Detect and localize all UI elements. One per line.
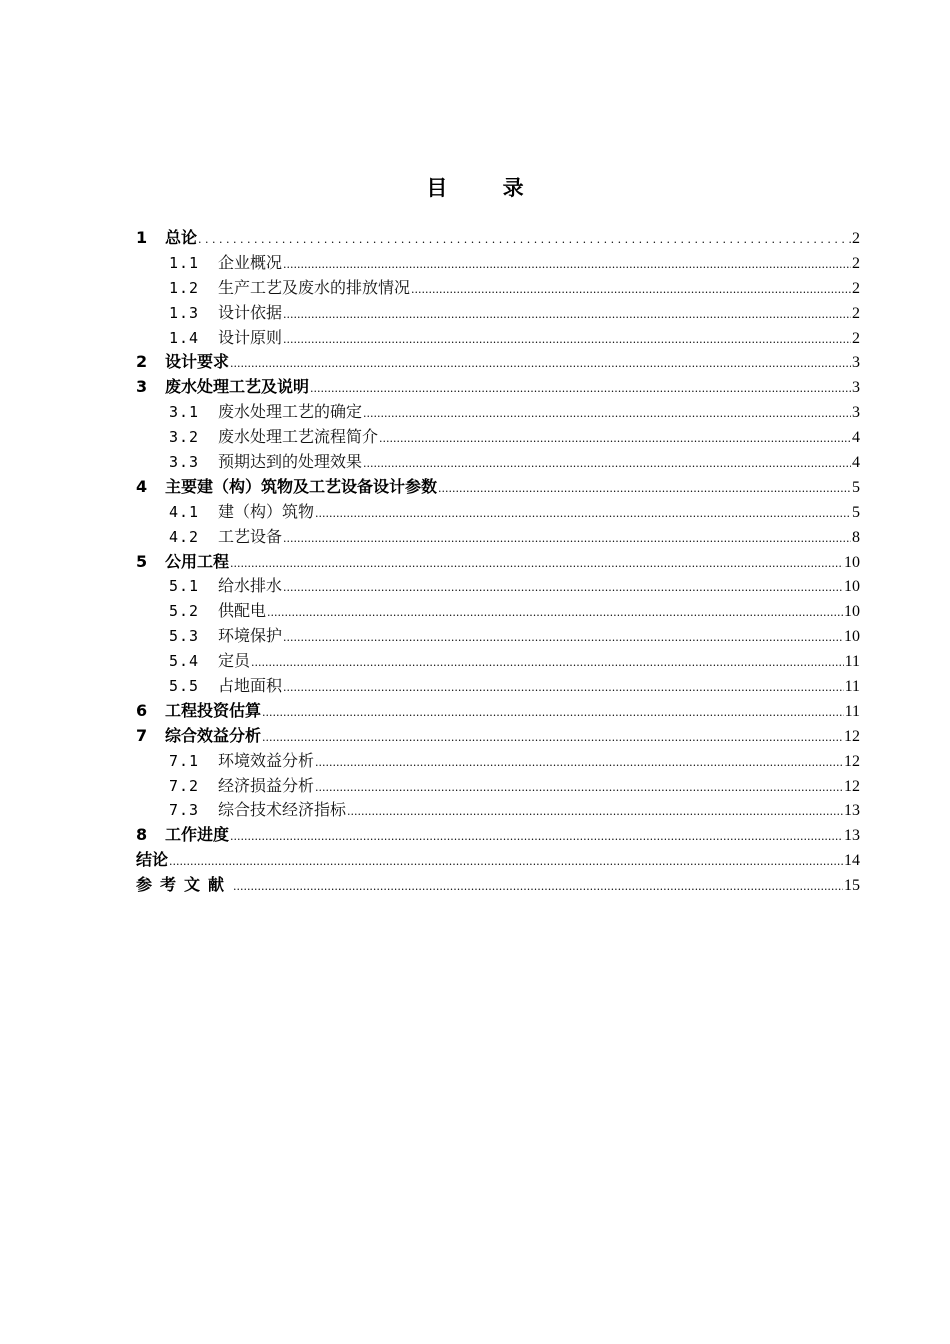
toc-dot-leader <box>283 328 851 353</box>
toc-dot-leader <box>283 626 843 651</box>
toc-entry-number: 1 <box>136 228 148 247</box>
toc-entry[interactable] <box>136 375 860 400</box>
toc-dot-leader <box>230 552 843 577</box>
toc-entry-title: 预期达到的处理效果 <box>218 452 363 472</box>
toc-entry-page-number: 11 <box>844 678 860 696</box>
toc-entry-page-number: 5 <box>852 503 860 521</box>
toc-entry-title: 工作进度 <box>165 825 230 845</box>
toc-entry-number: 5 <box>136 551 148 571</box>
toc-entry[interactable] <box>136 699 860 724</box>
toc-entry-title: 给水排水 <box>218 576 283 596</box>
toc-dot-leader <box>283 527 851 552</box>
toc-entry-title: 生产工艺及废水的排放情况 <box>218 277 411 297</box>
toc-dot-leader <box>347 800 843 825</box>
toc-entry[interactable] <box>136 251 860 276</box>
toc-dot-leader <box>169 850 843 875</box>
toc-entry-number: 4.2 <box>169 527 200 546</box>
toc-entry-page-number: 13 <box>844 827 860 845</box>
toc-dot-leader <box>310 377 851 402</box>
toc-entry-title: 供配电 <box>218 601 267 621</box>
toc-entry-number: 7.3 <box>169 801 200 820</box>
toc-entry-number: 5.5 <box>169 677 200 696</box>
toc-entry-page-number: 11 <box>844 653 860 671</box>
toc-entry[interactable] <box>136 450 860 475</box>
toc-entry-title: 设计依据 <box>218 302 283 322</box>
toc-entry-title: 占地面积 <box>218 676 283 696</box>
toc-entry-page-number: 2 <box>852 254 860 272</box>
toc-entry-number: 3.1 <box>169 403 200 422</box>
toc-entry-page-number: 14 <box>844 852 860 870</box>
toc-entry-page-number: 3 <box>852 404 860 422</box>
toc-entry-page-number: 12 <box>844 752 860 770</box>
toc-entry[interactable] <box>136 550 860 575</box>
toc-entry[interactable] <box>136 500 860 525</box>
toc-entry-page-number: 4 <box>852 429 860 447</box>
toc-dot-leader <box>283 676 844 701</box>
toc-entry[interactable] <box>136 599 860 624</box>
toc-entry[interactable] <box>136 400 860 425</box>
toc-entry-number: 1.3 <box>169 303 200 322</box>
toc-entry[interactable] <box>136 624 860 649</box>
toc-entry-page-number: 2 <box>852 304 860 322</box>
toc-entry[interactable] <box>136 774 860 799</box>
toc-dot-leader <box>230 352 851 377</box>
toc-dot-leader <box>379 427 851 452</box>
toc-entry-page-number: 2 <box>852 230 860 247</box>
toc-entry-title: 综合技术经济指标 <box>218 800 347 820</box>
toc-entry-number: 7 <box>136 725 148 745</box>
toc-dot-leader <box>198 228 851 253</box>
toc-entry[interactable] <box>136 326 860 351</box>
toc-entry[interactable] <box>136 798 860 823</box>
toc-entry[interactable] <box>136 649 860 674</box>
toc-dot-leader <box>363 402 851 427</box>
toc-entry-title: 主要建（构）筑物及工艺设备设计参数 <box>165 476 438 496</box>
toc-entry-title: 公用工程 <box>165 551 230 571</box>
toc-entry-number: 2 <box>136 352 148 372</box>
toc-entry[interactable] <box>136 823 860 848</box>
toc-entry-number: 6 <box>136 700 148 720</box>
toc-entry[interactable] <box>136 276 860 301</box>
toc-entry-number: 7.1 <box>169 751 200 770</box>
toc-entry-title: 废水处理工艺及说明 <box>165 377 310 397</box>
toc-entry-page-number: 3 <box>852 379 860 397</box>
toc-dot-leader <box>438 477 851 502</box>
toc-entry-page-number: 10 <box>844 628 860 646</box>
toc-entry-title: 环境效益分析 <box>218 750 315 770</box>
toc-entry-page-number: 12 <box>844 777 860 795</box>
toc-dot-leader <box>262 701 844 726</box>
toc-entry-page-number: 2 <box>852 279 860 297</box>
toc-dot-leader <box>315 776 843 801</box>
toc-dot-leader <box>251 651 844 676</box>
table-of-contents <box>136 226 860 898</box>
toc-entry-title: 环境保护 <box>218 626 283 646</box>
toc-entry-title: 参考文献 <box>136 875 233 895</box>
toc-entry[interactable] <box>136 848 860 873</box>
toc-dot-leader <box>283 576 843 601</box>
toc-dot-leader <box>233 875 843 900</box>
toc-entry-number: 5.3 <box>169 627 200 646</box>
toc-entry-title: 设计要求 <box>165 352 230 372</box>
toc-entry-number: 3 <box>136 377 148 397</box>
toc-entry[interactable] <box>136 574 860 599</box>
toc-entry-page-number: 5 <box>852 478 860 496</box>
toc-entry[interactable] <box>136 873 860 898</box>
toc-entry[interactable] <box>136 674 860 699</box>
toc-entry-title: 综合效益分析 <box>165 725 262 745</box>
toc-entry-title: 定员 <box>218 651 251 671</box>
toc-entry-title: 废水处理工艺的确定 <box>218 402 363 422</box>
toc-entry-title: 结论 <box>136 850 169 870</box>
toc-entry-page-number: 3 <box>852 354 860 372</box>
toc-dot-leader <box>283 303 851 328</box>
toc-entry-number: 5.1 <box>169 577 200 596</box>
toc-entry-page-number: 10 <box>844 603 860 621</box>
toc-dot-leader <box>267 601 843 626</box>
toc-dot-leader <box>262 726 843 751</box>
toc-entry-title: 企业概况 <box>218 252 283 272</box>
toc-entry[interactable] <box>136 301 860 326</box>
toc-entry-page-number: 15 <box>844 877 860 895</box>
toc-entry[interactable] <box>136 425 860 450</box>
toc-entry[interactable] <box>136 226 860 251</box>
toc-entry-number: 1.4 <box>169 328 200 347</box>
toc-entry[interactable] <box>136 350 860 375</box>
toc-entry-page-number: 4 <box>852 454 860 472</box>
toc-entry-title: 经济损益分析 <box>218 775 315 795</box>
page-title: 目 录 <box>426 176 548 200</box>
toc-entry[interactable] <box>136 724 860 749</box>
toc-entry-title: 工程投资估算 <box>165 700 262 720</box>
toc-entry[interactable] <box>136 749 860 774</box>
toc-entry-title: 建（构）筑物 <box>218 501 315 521</box>
toc-dot-leader <box>411 278 851 303</box>
toc-entry-title: 设计原则 <box>218 327 283 347</box>
toc-entry-page-number: 10 <box>844 578 860 596</box>
toc-entry-number: 1.2 <box>169 278 200 297</box>
toc-entry-number: 3.2 <box>169 428 200 447</box>
toc-entry-number: 4.1 <box>169 502 200 521</box>
toc-dot-leader <box>315 751 843 776</box>
toc-entry-page-number: 10 <box>844 553 860 571</box>
toc-entry-title: 工艺设备 <box>218 526 283 546</box>
toc-entry-page-number: 11 <box>844 702 860 720</box>
toc-entry-title: 总论 <box>165 228 198 247</box>
toc-dot-leader <box>230 825 843 850</box>
toc-dot-leader <box>363 452 851 477</box>
toc-entry-page-number: 2 <box>852 329 860 347</box>
toc-entry-title: 废水处理工艺流程简介 <box>218 427 379 447</box>
toc-entry-page-number: 13 <box>844 802 860 820</box>
toc-entry-page-number: 12 <box>844 727 860 745</box>
toc-entry-number: 8 <box>136 825 148 845</box>
toc-entry-number: 5.2 <box>169 602 200 621</box>
toc-entry-number: 1.1 <box>169 253 200 272</box>
toc-entry-number: 7.2 <box>169 776 200 795</box>
toc-entry[interactable] <box>136 525 860 550</box>
toc-dot-leader <box>315 502 851 527</box>
toc-entry-page-number: 8 <box>852 528 860 546</box>
toc-entry-number: 3.3 <box>169 453 200 472</box>
toc-entry[interactable] <box>136 475 860 500</box>
toc-dot-leader <box>283 253 851 278</box>
toc-entry-number: 4 <box>136 476 148 496</box>
toc-entry-number: 5.4 <box>169 652 200 671</box>
